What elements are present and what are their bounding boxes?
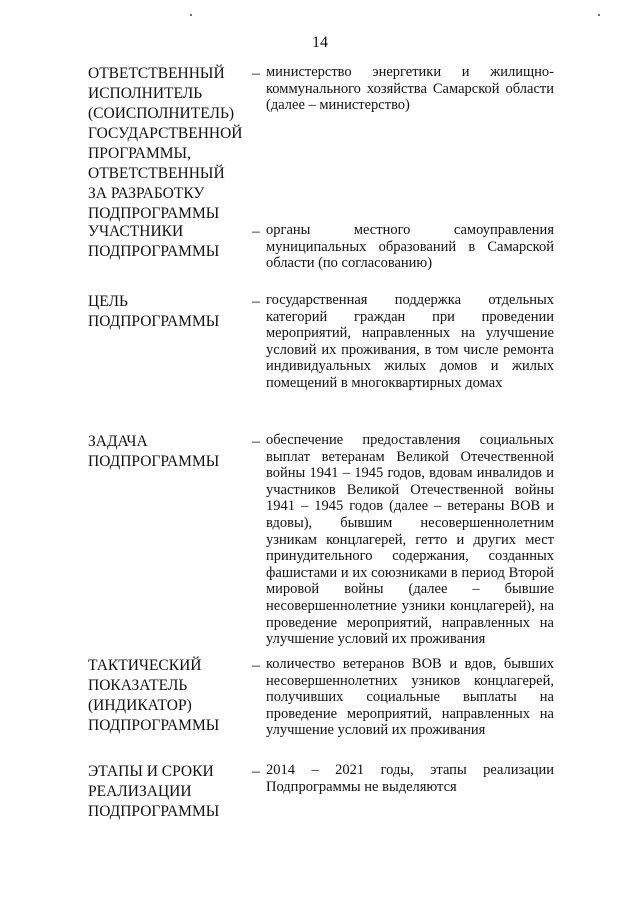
row-dash: – bbox=[252, 65, 260, 82]
page-number: 14 bbox=[312, 34, 328, 51]
scan-speck bbox=[598, 14, 600, 16]
row-dash: – bbox=[252, 433, 260, 450]
row-dash: – bbox=[252, 223, 260, 240]
row-label: ТАКТИЧЕСКИЙ ПОКАЗАТЕЛЬ (ИНДИКАТОР) ПОДПРОГРАММЫ bbox=[88, 657, 220, 734]
scan-speck bbox=[190, 14, 192, 16]
row-label: ЭТАПЫ И СРОКИ РЕАЛИЗАЦИИ ПОДПРОГРАММЫ bbox=[88, 763, 220, 820]
row-dash: – bbox=[252, 657, 260, 674]
row-dash: – bbox=[252, 763, 260, 780]
row-dash: – bbox=[252, 293, 260, 310]
row-label: ОТВЕТСТВЕННЫЙ ИСПОЛНИТЕЛЬ (СОИСПОЛНИТЕЛЬ) ГОСУДАРСТВЕННОЙ ПРОГРАММЫ, ОТВЕТСТВЕННЫЙ ЗА РАЗРАБОТКУ ПОДПРОГРАММЫ bbox=[88, 65, 243, 222]
row-description: государственная поддержка отдельных категорий граждан при проведении мероприятий, направленных на улучшение условий их проживания, в том числе ремонта индивидуальных жилых домов и жилых помещений в многоквартирных домах bbox=[266, 292, 554, 391]
row-description: министерство энергетики и жилищно-коммунального хозяйства Самарской области (далее – министерство) bbox=[266, 64, 554, 114]
row-label: ЦЕЛЬ ПОДПРОГРАММЫ bbox=[88, 293, 220, 330]
row-description: 2014 – 2021 годы, этапы реализации Подпрограммы не выделяются bbox=[266, 762, 554, 795]
row-description: обеспечение предоставления социальных выплат ветеранам Великой Отечественной войны 1941 – 1945 годов, вдовам инвалидов и участников Великой Отечественной войны 1941 – 1945 годов (далее – ветераны ВОВ и вдовы), бывшим несовершеннолетним узникам концлагерей, гетто и других мест принудительного содержания, созданных фашистами и их союзниками в период Второй мировой войны (далее – бывшие несовершеннолетние узники концлагерей), на проведение мероприятий, направленных на улучшение условий их проживания bbox=[266, 432, 554, 648]
row-description: количество ветеранов ВОВ и вдов, бывших несовершеннолетних узников концлагерей, получивших социальные выплаты на проведение мероприятий, направленных на улучшение условий их проживания bbox=[266, 656, 554, 739]
row-label: ЗАДАЧА ПОДПРОГРАММЫ bbox=[88, 433, 220, 470]
row-label: УЧАСТНИКИ ПОДПРОГРАММЫ bbox=[88, 223, 220, 260]
row-description: органы местного самоуправления муниципальных образований в Самарской области (по согласованию) bbox=[266, 222, 554, 272]
